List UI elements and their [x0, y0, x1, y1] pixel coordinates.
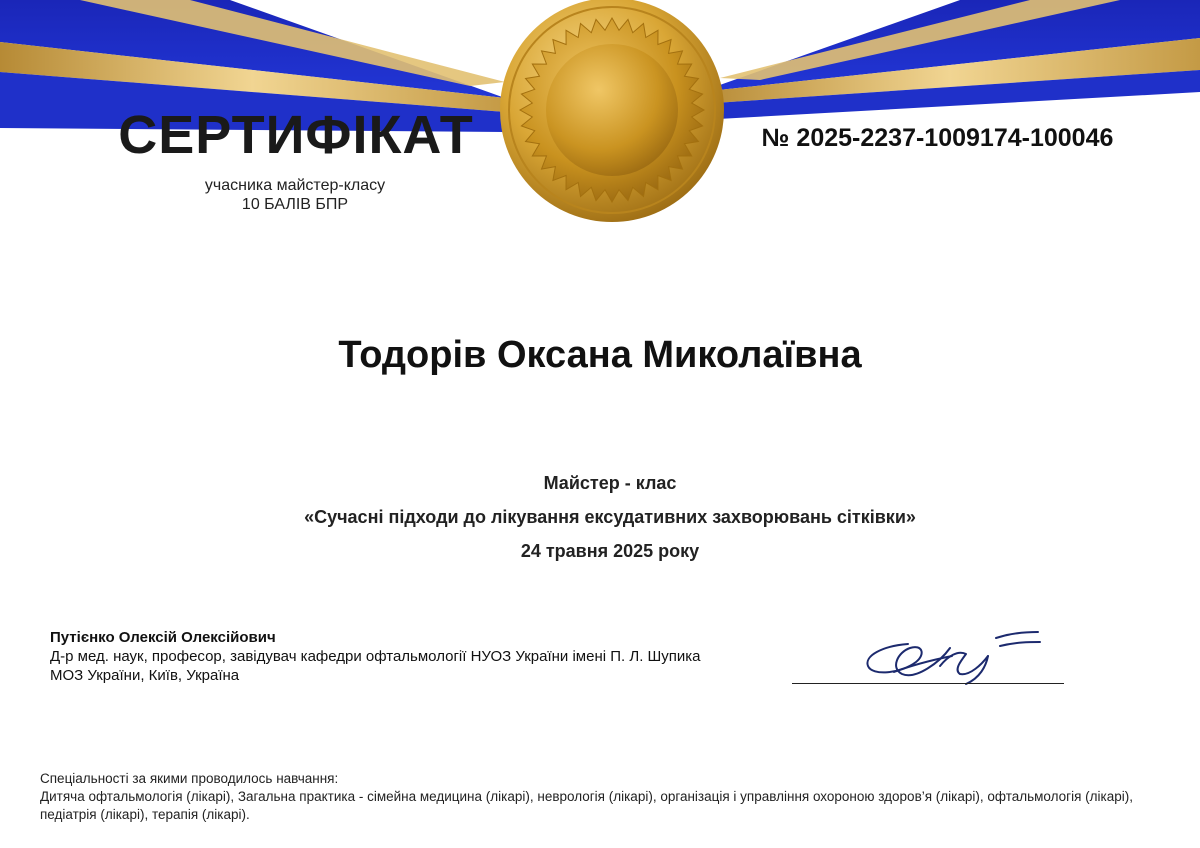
subtitle-participant: учасника майстер-класу	[204, 177, 386, 194]
event-info	[150, 466, 1070, 568]
specialties-list: Дитяча офтальмологія (лікарі), Загальна практика - сімейна медицина (лікарі), неврологія (лікарі), організація і управління охороною здоров’я (лікарі), офтальмологія (лікарі), педіатрія (лікарі), терапія (лікарі).	[40, 789, 1134, 822]
event-title: «Сучасні підходи до лікування ексудативних захворювань сітківки»	[304, 507, 916, 527]
subtitle-points: 10 БАЛІВ БПР	[241, 196, 349, 213]
signer-position: Д-р мед. наук, професор, завідувач кафедри офтальмології НУОЗ України імені П. Л. Шупика	[50, 648, 701, 665]
recipient-name: Тодорів Оксана Миколаївна	[338, 334, 862, 376]
gold-seal-icon	[500, 0, 724, 222]
signer-affiliation: МОЗ України, Київ, Україна	[50, 667, 240, 684]
specialties-block	[40, 770, 1170, 824]
handwritten-signature	[790, 622, 1050, 692]
signature-line	[792, 683, 1064, 684]
specialties-heading: Спеціальності за якими проводилось навчання:	[40, 771, 339, 786]
certificate-number: № 2025-2237-1009174-100046	[761, 124, 1114, 152]
signer-block	[50, 628, 770, 685]
event-date: 24 травня 2025 року	[520, 541, 700, 561]
signer-name: Путієнко Олексій Олексійович	[50, 629, 276, 646]
event-type: Майстер - клас	[543, 473, 677, 493]
certificate-subtitle	[150, 176, 440, 214]
certificate-title: СЕРТИФІКАТ	[118, 105, 474, 165]
